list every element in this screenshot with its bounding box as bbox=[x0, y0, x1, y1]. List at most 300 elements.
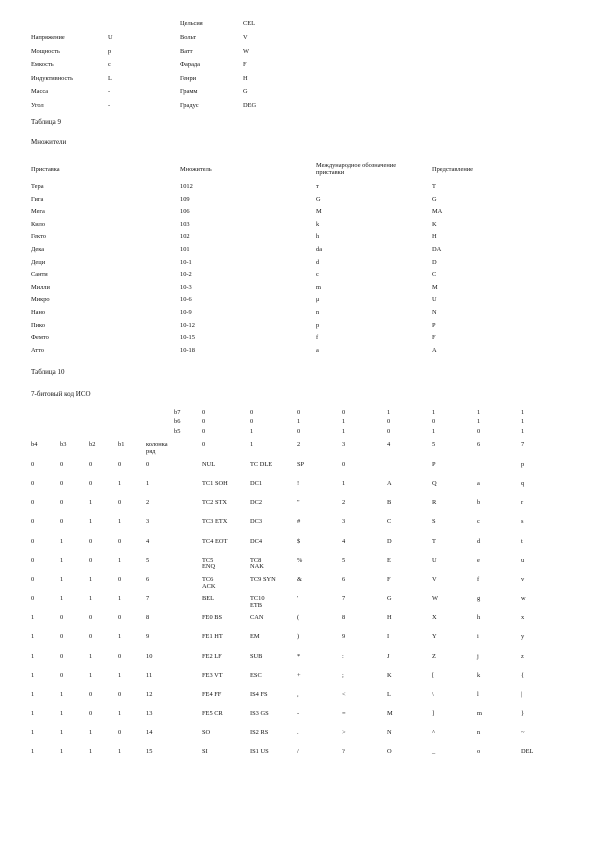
code-cell: 0 bbox=[60, 518, 64, 526]
bit-row bbox=[0, 429, 595, 439]
table-row bbox=[0, 711, 595, 727]
representation: A bbox=[432, 346, 437, 354]
code-cell: D bbox=[387, 537, 392, 545]
representation: K bbox=[432, 220, 437, 228]
code-cell: + bbox=[297, 671, 301, 679]
bit-value: 0 bbox=[477, 427, 481, 435]
representation: D bbox=[432, 258, 437, 266]
prefix-symbol: M bbox=[316, 208, 322, 216]
quantity-name: Масса bbox=[31, 88, 49, 96]
table-row bbox=[0, 247, 595, 257]
code-cell: 0 bbox=[31, 556, 35, 564]
code-cell: FE0 BS bbox=[202, 614, 223, 622]
code-cell: 0 bbox=[146, 461, 150, 468]
code-cell: ~ bbox=[521, 729, 525, 737]
code-cell: f bbox=[477, 575, 480, 583]
code-cell: W bbox=[432, 595, 439, 603]
code-cell: 8 bbox=[342, 614, 346, 622]
code-cell: O bbox=[387, 748, 392, 756]
units-row bbox=[0, 62, 595, 72]
code-cell: 1 bbox=[31, 633, 35, 641]
column-header: 1 bbox=[250, 441, 254, 448]
unit-symbol: F bbox=[243, 61, 247, 69]
code-cell: : bbox=[342, 652, 344, 660]
quantity-symbol: - bbox=[108, 88, 111, 96]
code-cell: 0 bbox=[342, 461, 346, 468]
representation: C bbox=[432, 271, 437, 279]
code-cell: = bbox=[342, 709, 346, 717]
code-cell: Q bbox=[432, 480, 437, 488]
representation: G bbox=[432, 195, 437, 203]
table-row bbox=[0, 335, 595, 345]
code-cell: 7 bbox=[342, 595, 346, 603]
code-cell: 1 bbox=[31, 709, 35, 717]
column-header: 4 bbox=[387, 441, 391, 448]
quantity-symbol: c bbox=[108, 61, 111, 69]
bit-value: 1 bbox=[477, 418, 481, 426]
code-cell: G bbox=[387, 595, 392, 603]
multiplier: 103 bbox=[180, 220, 190, 228]
code-cell: 1 bbox=[89, 652, 93, 660]
code-cell: TC1 SOH bbox=[202, 480, 228, 488]
code-cell: 9 bbox=[146, 633, 150, 641]
bit-value: 0 bbox=[202, 409, 206, 416]
code-cell: 0 bbox=[89, 556, 93, 564]
code-cell: TC4 EOT bbox=[202, 537, 228, 545]
code-cell: z bbox=[521, 652, 524, 660]
code-cell: 0 bbox=[60, 633, 64, 641]
code-cell: b bbox=[477, 499, 481, 507]
code-cell: SUB bbox=[250, 652, 263, 660]
code-cell: FE1 HT bbox=[202, 633, 223, 641]
table-row bbox=[0, 310, 595, 320]
code-cell: Z bbox=[432, 652, 436, 660]
units-row bbox=[0, 89, 595, 99]
multiplier: 101 bbox=[180, 246, 190, 253]
multiplier: 10-15 bbox=[180, 334, 195, 342]
code-cell: 1 bbox=[89, 595, 93, 603]
code-cell: 1 bbox=[89, 729, 93, 737]
bit-value: 0 bbox=[342, 409, 346, 416]
code-cell: 1 bbox=[60, 575, 64, 583]
bit-label: b5 bbox=[174, 427, 181, 435]
table-row bbox=[0, 234, 595, 244]
code-cell: & bbox=[297, 575, 302, 583]
table-row bbox=[0, 222, 595, 232]
code-cell: y bbox=[521, 633, 525, 641]
bit-value: 0 bbox=[297, 409, 301, 416]
table-row bbox=[0, 323, 595, 333]
prefix-symbol: m bbox=[316, 283, 321, 291]
column-header: b2 bbox=[89, 441, 96, 448]
code-cell: . bbox=[297, 729, 299, 737]
representation: N bbox=[432, 309, 437, 316]
code-cell: 3 bbox=[342, 518, 346, 526]
code-cell: 1 bbox=[118, 671, 122, 679]
code-cell: 1 bbox=[60, 556, 64, 564]
table-row bbox=[0, 519, 595, 535]
code-cell: 13 bbox=[146, 709, 153, 717]
code-cell: j bbox=[477, 652, 479, 660]
code-cell: 0 bbox=[118, 729, 122, 737]
code-cell: 1 bbox=[60, 690, 64, 698]
code-cell: 7 bbox=[146, 595, 150, 603]
table-row bbox=[0, 297, 595, 307]
code-cell: ! bbox=[297, 480, 300, 488]
code-cell: h bbox=[477, 614, 481, 622]
table-row bbox=[0, 462, 595, 478]
prefix-name: Нано bbox=[31, 309, 46, 316]
prefix-symbol: т bbox=[316, 183, 319, 190]
code-cell: 1 bbox=[31, 748, 35, 756]
code-cell: 1 bbox=[89, 671, 93, 679]
code-cell: TC DLE bbox=[250, 461, 273, 468]
code-cell: IS2 RS bbox=[250, 729, 269, 737]
code-cell: J bbox=[387, 652, 390, 660]
bit-value: 0 bbox=[202, 427, 206, 435]
prefix-name: Деци bbox=[31, 258, 46, 266]
code-cell: F bbox=[387, 575, 391, 583]
multiplier: 102 bbox=[180, 233, 190, 241]
code-cell: t bbox=[521, 537, 523, 545]
code-cell: c bbox=[477, 518, 480, 526]
code-cell: I bbox=[387, 633, 390, 641]
code-cell: w bbox=[521, 595, 526, 603]
multiplier: 10-18 bbox=[180, 346, 195, 354]
code-cell: ^ bbox=[432, 729, 435, 737]
code-cell: 1 bbox=[31, 614, 35, 622]
bit-value: 0 bbox=[432, 418, 436, 426]
code-cell: 0 bbox=[60, 671, 64, 679]
prefix-name: Атто bbox=[31, 346, 44, 354]
code-cell: TC5 ENQ bbox=[202, 556, 216, 571]
multiplier: 10-12 bbox=[180, 321, 195, 329]
unit-symbol: CEL bbox=[243, 20, 256, 27]
code-cell: 14 bbox=[146, 729, 153, 737]
bit-value: 1 bbox=[297, 418, 301, 426]
code-cell: 6 bbox=[342, 575, 346, 583]
code-cell: 0 bbox=[118, 690, 122, 698]
bit-value: 0 bbox=[297, 427, 301, 435]
code-cell: 6 bbox=[146, 575, 150, 583]
multiplier: 10-3 bbox=[180, 283, 192, 291]
code-cell: 1 bbox=[31, 652, 35, 660]
code-cell: TC6 ACK bbox=[202, 575, 216, 590]
code-cell: 1 bbox=[118, 556, 122, 564]
code-cell: o bbox=[477, 748, 481, 756]
representation: M bbox=[432, 283, 438, 291]
code-cell: [ bbox=[432, 671, 435, 679]
unit-symbol: G bbox=[243, 88, 248, 96]
code-cell: TC8 NAK bbox=[250, 556, 264, 571]
units-row bbox=[0, 49, 595, 59]
code-cell: x bbox=[521, 614, 525, 622]
code-cell: SP bbox=[297, 461, 305, 468]
table9-title: Множители bbox=[31, 138, 67, 146]
unit-name: Генри bbox=[180, 74, 197, 82]
code-cell: 0 bbox=[60, 499, 64, 507]
bit-value: 0 bbox=[387, 418, 391, 426]
code-cell: TC9 SYN bbox=[250, 575, 276, 583]
bit-value: 1 bbox=[250, 427, 254, 435]
table-row bbox=[0, 749, 595, 765]
code-cell: 1 bbox=[89, 499, 93, 507]
code-cell: FE5 CR bbox=[202, 709, 223, 717]
code-cell: 0 bbox=[60, 461, 64, 468]
bit-value: 1 bbox=[387, 409, 391, 416]
code-cell: 0 bbox=[31, 595, 35, 603]
code-cell: IS4 FS bbox=[250, 690, 268, 698]
prefix-name: Фемто bbox=[31, 334, 49, 342]
representation: DA bbox=[432, 246, 442, 253]
prefix-name: Микро bbox=[31, 296, 50, 304]
code-cell: - bbox=[297, 709, 300, 717]
code-cell: 1 bbox=[118, 518, 122, 526]
column-header: b3 bbox=[60, 441, 67, 448]
code-cell: 5 bbox=[342, 556, 346, 564]
code-cell: TC10 ETB bbox=[250, 595, 265, 609]
table-row bbox=[0, 596, 595, 612]
code-cell: 0 bbox=[89, 690, 93, 698]
quantity-name: Угол bbox=[31, 102, 44, 109]
column-header: 2 bbox=[297, 441, 301, 448]
code-cell: H bbox=[387, 614, 392, 622]
code-cell: DC1 bbox=[250, 480, 263, 488]
code-cell: FE3 VT bbox=[202, 671, 223, 679]
bit-value: 1 bbox=[521, 409, 525, 416]
code-cell: ? bbox=[342, 748, 345, 756]
table10-caption: Таблица 10 bbox=[31, 368, 65, 376]
multiplier: 10-1 bbox=[180, 258, 192, 266]
code-cell: V bbox=[432, 575, 437, 583]
prefix-name: Гекто bbox=[31, 233, 46, 241]
code-cell: q bbox=[521, 480, 525, 488]
table10-header-row bbox=[0, 442, 595, 456]
code-cell: 0 bbox=[31, 461, 35, 468]
quantity-name: Напряжение bbox=[31, 34, 65, 41]
code-cell: 1 bbox=[31, 690, 35, 698]
prefix-symbol: da bbox=[316, 246, 323, 253]
code-cell: \ bbox=[432, 690, 434, 698]
code-cell: N bbox=[387, 729, 392, 737]
code-cell: " bbox=[297, 499, 300, 507]
code-cell: / bbox=[297, 748, 299, 756]
code-cell: 12 bbox=[146, 690, 153, 698]
bit-value: 0 bbox=[250, 409, 254, 416]
code-cell: u bbox=[521, 556, 525, 564]
representation: H bbox=[432, 233, 437, 241]
multiplier: 10-6 bbox=[180, 296, 192, 304]
code-cell: e bbox=[477, 556, 480, 564]
code-cell: P bbox=[432, 461, 436, 468]
code-cell: ESC bbox=[250, 671, 262, 679]
code-cell: _ bbox=[432, 748, 436, 756]
code-cell: m bbox=[477, 709, 482, 717]
code-cell: p bbox=[521, 461, 525, 468]
code-cell: 3 bbox=[146, 518, 150, 526]
code-cell: 0 bbox=[31, 518, 35, 526]
code-cell: 0 bbox=[118, 537, 122, 545]
prefix-name: Мега bbox=[31, 208, 45, 216]
table-row bbox=[0, 285, 595, 295]
code-cell: 1 bbox=[60, 748, 64, 756]
code-cell: 1 bbox=[118, 709, 122, 717]
code-cell: 0 bbox=[60, 652, 64, 660]
code-cell: 0 bbox=[60, 480, 64, 488]
code-cell: k bbox=[477, 671, 481, 679]
table-row bbox=[0, 634, 595, 650]
code-cell: 0 bbox=[89, 614, 93, 622]
unit-symbol: H bbox=[243, 74, 248, 82]
prefix-name: Милли bbox=[31, 283, 50, 291]
code-cell: ' bbox=[297, 595, 299, 603]
code-cell: 1 bbox=[146, 480, 150, 488]
units-header-row bbox=[0, 21, 595, 31]
table10-title: 7-битовый код ИСО bbox=[31, 390, 91, 398]
unit-name: Фарада bbox=[180, 61, 201, 69]
unit-symbol: V bbox=[243, 34, 248, 41]
table-row bbox=[0, 654, 595, 670]
table-row bbox=[0, 272, 595, 282]
prefix-name: Гига bbox=[31, 195, 44, 203]
code-cell: } bbox=[521, 709, 525, 717]
units-row bbox=[0, 35, 595, 45]
code-cell: 0 bbox=[89, 709, 93, 717]
multiplier: 109 bbox=[180, 195, 190, 203]
code-cell: NUL bbox=[202, 461, 216, 468]
code-cell: CAN bbox=[250, 614, 264, 622]
code-cell: a bbox=[477, 480, 480, 488]
bit-value: 1 bbox=[432, 427, 436, 435]
code-cell: ) bbox=[297, 633, 300, 641]
column-header: Множитель bbox=[180, 166, 212, 173]
code-cell: 1 bbox=[118, 595, 122, 603]
column-header: Представление bbox=[432, 166, 473, 173]
bit-value: 1 bbox=[342, 427, 346, 435]
code-cell: s bbox=[521, 518, 524, 526]
code-cell: d bbox=[477, 537, 481, 545]
bit-label: b6 bbox=[174, 418, 181, 426]
code-cell: 1 bbox=[89, 575, 93, 583]
code-cell: 0 bbox=[118, 499, 122, 507]
quantity-symbol: L bbox=[108, 74, 112, 82]
bit-value: 1 bbox=[342, 418, 346, 426]
code-cell: FE4 FF bbox=[202, 690, 222, 698]
code-cell: X bbox=[432, 614, 437, 622]
code-cell: 4 bbox=[342, 537, 346, 545]
table-row bbox=[0, 500, 595, 516]
code-cell: g bbox=[477, 595, 481, 603]
code-cell: 0 bbox=[89, 461, 93, 468]
code-cell: 1 bbox=[60, 537, 64, 545]
code-cell: v bbox=[521, 575, 525, 583]
column-header: Международное обозначение приставки bbox=[316, 162, 397, 176]
representation: T bbox=[432, 183, 436, 190]
table-row bbox=[0, 673, 595, 689]
code-cell: EM bbox=[250, 633, 260, 641]
column-header: 7 bbox=[521, 441, 525, 448]
code-cell: 1 bbox=[60, 709, 64, 717]
unit-name: Градус bbox=[180, 102, 199, 109]
quantity-symbol: - bbox=[108, 102, 111, 109]
bit-value: 1 bbox=[521, 427, 525, 435]
code-cell: L bbox=[387, 690, 391, 698]
code-cell: 0 bbox=[118, 652, 122, 660]
prefix-symbol: f bbox=[316, 334, 319, 342]
code-cell: < bbox=[342, 690, 346, 698]
code-cell: 1 bbox=[31, 729, 35, 737]
unit-name: Грамм bbox=[180, 88, 198, 96]
code-cell: SI bbox=[202, 748, 208, 756]
code-cell: BEL bbox=[202, 595, 215, 603]
prefix-name: Дека bbox=[31, 246, 45, 253]
bit-value: 1 bbox=[521, 418, 525, 426]
prefix-name: Кило bbox=[31, 220, 46, 228]
code-cell: 0 bbox=[31, 537, 35, 545]
table-row bbox=[0, 692, 595, 708]
code-cell: 1 bbox=[31, 671, 35, 679]
prefix-symbol: k bbox=[316, 220, 320, 228]
prefix-symbol: d bbox=[316, 258, 320, 266]
code-cell: | bbox=[521, 690, 523, 698]
multiplier: 106 bbox=[180, 208, 190, 216]
code-cell: 4 bbox=[146, 537, 150, 545]
code-cell: 0 bbox=[89, 480, 93, 488]
code-cell: S bbox=[432, 518, 436, 526]
code-cell: ; bbox=[342, 671, 344, 679]
table9-header-row bbox=[0, 163, 595, 181]
code-cell: T bbox=[432, 537, 436, 545]
table-row bbox=[0, 348, 595, 358]
code-cell: 2 bbox=[342, 499, 346, 507]
code-cell: 0 bbox=[118, 614, 122, 622]
multiplier: 10-9 bbox=[180, 309, 192, 316]
code-cell: 1 bbox=[60, 729, 64, 737]
representation: MA bbox=[432, 208, 443, 216]
unit-symbol: DEG bbox=[243, 102, 257, 109]
code-cell: 0 bbox=[31, 499, 35, 507]
code-cell: 1 bbox=[89, 518, 93, 526]
column-header: 0 bbox=[202, 441, 206, 448]
table-row bbox=[0, 197, 595, 207]
prefix-symbol: G bbox=[316, 195, 321, 203]
table-row bbox=[0, 260, 595, 270]
code-cell: 11 bbox=[146, 671, 153, 679]
code-cell: 9 bbox=[342, 633, 346, 641]
code-cell: IS1 US bbox=[250, 748, 269, 756]
code-cell: DEL bbox=[521, 748, 534, 756]
bit-label: b7 bbox=[174, 409, 181, 416]
quantity-symbol: p bbox=[108, 47, 112, 55]
table-row bbox=[0, 184, 595, 194]
code-cell: 5 bbox=[146, 556, 150, 564]
prefix-name: Пико bbox=[31, 321, 46, 329]
code-cell: 2 bbox=[146, 499, 150, 507]
table-row bbox=[0, 730, 595, 746]
code-cell: DC4 bbox=[250, 537, 263, 545]
column-header: 6 bbox=[477, 441, 481, 448]
bit-value: 0 bbox=[250, 418, 254, 426]
bit-value: 0 bbox=[202, 418, 206, 426]
prefix-name: Тера bbox=[31, 183, 44, 190]
table-row bbox=[0, 577, 595, 593]
code-cell: FE2 LF bbox=[202, 652, 222, 660]
representation: P bbox=[432, 321, 436, 329]
prefix-symbol: c bbox=[316, 271, 319, 279]
code-cell: 10 bbox=[146, 652, 153, 660]
code-cell: n bbox=[477, 729, 481, 737]
table9-caption: Таблица 9 bbox=[31, 118, 61, 126]
